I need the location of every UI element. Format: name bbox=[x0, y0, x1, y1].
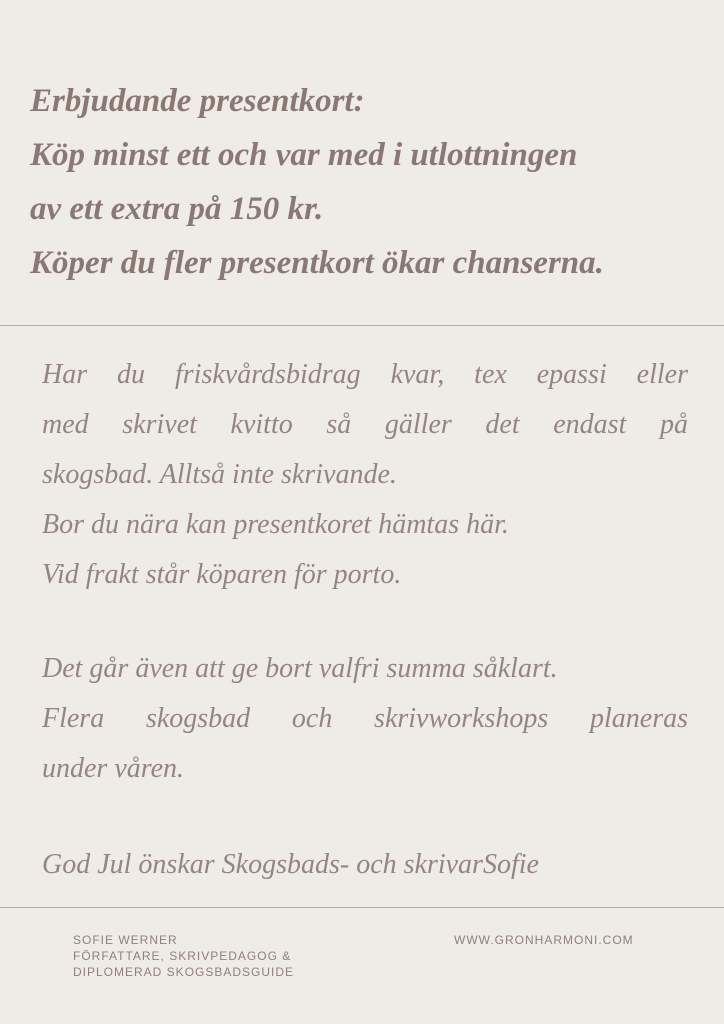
bottom-divider bbox=[0, 907, 724, 908]
paragraph-1-line-5: Vid frakt står köparen för porto. bbox=[42, 559, 402, 590]
footer-author-title-2: DIPLOMERAD SKOGSBADSGUIDE bbox=[73, 965, 295, 979]
top-divider bbox=[0, 325, 724, 326]
paragraph-2-line-1: Det går även att ge bort valfri summa såklart. bbox=[42, 653, 558, 684]
info-paragraph-1 bbox=[42, 350, 688, 600]
paragraph-1-line-3: skogsbad. Alltså inte skrivande. bbox=[42, 459, 397, 490]
footer-website-link[interactable]: WWW.GRONHARMONI.COM bbox=[454, 933, 634, 947]
signoff-greeting: God Jul önskar Skogsbads- och skrivarSofie bbox=[42, 849, 539, 880]
info-paragraph-2 bbox=[42, 644, 688, 794]
footer-author-title-1: FÖRFATTARE, SKRIVPEDAGOG & bbox=[73, 949, 292, 963]
paragraph-2-line-2: Flera skogsbad och skrivworkshops planeras bbox=[42, 703, 688, 734]
paragraph-2-line-3: under våren. bbox=[42, 753, 185, 784]
footer-author-info bbox=[73, 932, 294, 980]
footer-author-name: SOFIE WERNER bbox=[73, 933, 178, 947]
offer-headline bbox=[30, 74, 710, 290]
headline-line-3: av ett extra på 150 kr. bbox=[30, 191, 324, 227]
paragraph-1-line-4: Bor du nära kan presentkoret hämtas här. bbox=[42, 509, 509, 540]
paragraph-1-line-2: med skrivet kvitto så gäller det endast på bbox=[42, 409, 688, 440]
headline-line-1: Erbjudande presentkort: bbox=[30, 83, 365, 119]
headline-line-4: Köper du fler presentkort ökar chanserna. bbox=[30, 245, 604, 281]
paragraph-1-line-1: Har du friskvårdsbidrag kvar, tex epassi eller bbox=[42, 359, 688, 390]
headline-line-2: Köp minst ett och var med i utlottningen bbox=[30, 137, 578, 173]
